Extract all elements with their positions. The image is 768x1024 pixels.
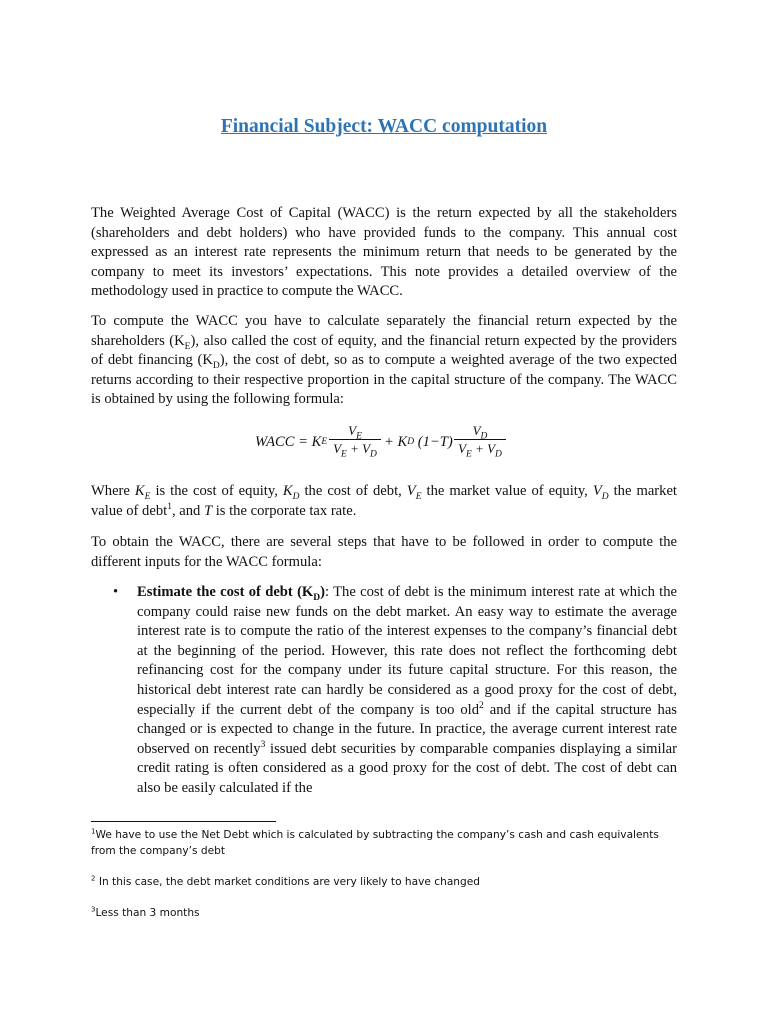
formula-fraction-debt: $V_D$ $V_E + V_D$ [454, 422, 506, 458]
formula-lhs: WACC = K E [255, 433, 328, 450]
footnote-1: $^1$We have to use the Net Debt which is calculated by subtracting the company’s cash and cash equivalents from the company’s debt [91, 827, 659, 857]
footnote-2: $^2$ In this case, the debt market conditions are very likely to have changed [91, 874, 480, 888]
wacc-formula [91, 420, 677, 464]
bullet-marker: • [113, 584, 119, 600]
footnote-ref-2[interactable]: 2 [479, 700, 484, 711]
formula-fraction-equity: $V_E$ $V_E + V_D$ [329, 422, 381, 458]
footnote-ref-3[interactable]: 3 [260, 739, 266, 750]
intro-paragraph: The Weighted Average Cost of Capital (WACC) is the return expected by all the stakeholders (shareholders and debt holders) who have provided funds to the company. This annual cost expressed as an interest rate represents the minimum return that needs to be generated by the company to meet its investors’ expectations. This note provides a detailed overview of the methodology used in practice to compute the WACC. [91, 205, 677, 300]
document-title: Financial Subject: WACC computation [220, 116, 548, 137]
variables-paragraph: Where $K_E$ is the cost of equity, $K_D$ the cost of debt, $V_E$ the market value of equity, $V_D$ the market value of debt$^1$, and T is the corporate tax rate. [91, 483, 677, 519]
footnote-3: $^3$Less than 3 months [91, 905, 200, 919]
formula-debt-term: + K D (1−T) [384, 433, 453, 450]
method-paragraph: To compute the WACC you have to calculate separately the financial return expected by the shareholders $(K_E)$, also called the cost of equity, and the financial return expected by the providers of debt financing $(K_D)$, the cost of debt, so as to compute a weighted average of the two expected returns according to their respective proportion in the capital structure of the company. The WACC is obtained by using the following formula: [91, 313, 677, 408]
footnote-separator [91, 821, 276, 822]
steps-paragraph: To obtain the WACC, there are several steps that have to be followed in order to compute the different inputs for the WACC formula: [91, 534, 677, 570]
bullet-text: Estimate the cost of debt $(K_D)$: The cost of debt is the minimum interest rate at which the company could raise new funds on the debt market. An easy way to estimate the average interest rate is to compute the ratio of the interest expenses to the company’s financial debt at the beginning of the period. However, this rate does not reflect the forthcoming debt refinancing cost for the company under its future capital structure. For this reason, the historical debt interest rate can hardly be considered as a good proxy for the cost of debt, especially if the current debt of the company is too old$^2$ and if the capital structure has changed or is expected to change in the future. In practice, the average current interest rate observed on recently$^3$ issued debt securities by comparable companies displaying a similar credit rating is often considered as a good proxy for the cost of debt. The cost of debt can also be easily calculated if the [137, 584, 677, 796]
footnote-ref-1[interactable]: 1 [167, 501, 172, 512]
